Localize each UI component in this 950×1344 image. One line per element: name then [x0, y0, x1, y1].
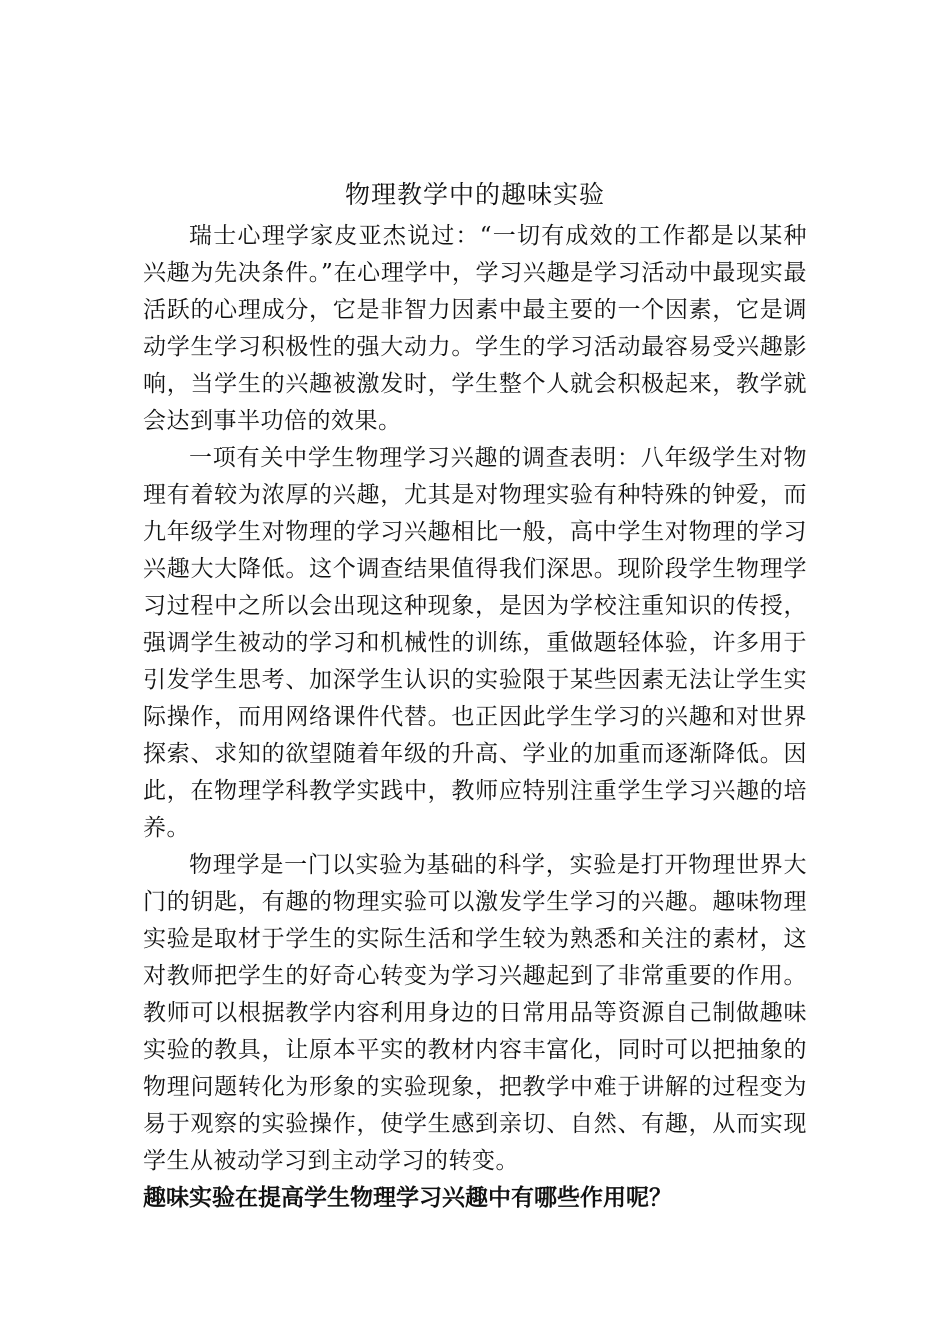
document-page: [143, 178, 807, 1217]
paragraph-1: 瑞士心理学家皮亚杰说过：“一切有成效的工作都是以某种兴趣为先决条件。”在心理学中，学习兴趣是学习活动中最现实最活跃的心理成分，它是非智力因素中最主要的一个因素，它是调动学生学习积极性的强大动力。学生的学习活动最容易受兴趣影响，当学生的兴趣被激发时，学生整个人就会积极起来，教学就会达到事半功倍的效果。: [143, 223, 807, 434]
paragraph-3: 物理学是一门以实验为基础的科学，实验是打开物理世界大门的钥匙，有趣的物理实验可以激发学生学习的兴趣。趣味物理实验是取材于学生的实际生活和学生较为熟悉和关注的素材，这对教师把学生的好奇心转变为学习兴趣起到了非常重要的作用。教师可以根据教学内容利用身边的日常用品等资源自己制做趣味实验的教具，让原本平实的教材内容丰富化，同时可以把抽象的物理问题转化为形象的实验现象，把教学中难于讲解的过程变为易于观察的实验操作，使学生感到亲切、自然、有趣，从而实现学生从被动学习到主动学习的转变。: [143, 852, 807, 1174]
section-question-heading: 趣味实验在提高学生物理学习兴趣中有哪些作用呢？: [143, 1185, 672, 1211]
document-title: 物理教学中的趣味实验: [344, 180, 605, 209]
paragraph-2: 一项有关中学生物理学习兴趣的调查表明：八年级学生对物理有着较为浓厚的兴趣，尤其是对物理实验有种特殊的钟爱，而九年级学生对物理的学习兴趣相比一般，高中学生对物理的学习兴趣大大降低。这个调查结果值得我们深思。现阶段学生物理学习过程中之所以会出现这种现象，是因为学校注重知识的传授，强调学生被动的学习和机械性的训练，重做题轻体验，许多用于引发学生思考、加深学生认识的实验限于某些因素无法让学生实际操作，而用网络课件代替。也正因此学生学习的兴趣和对世界探索、求知的欲望随着年级的升高、学业的加重而逐渐降低。因此，在物理学科教学实践中，教师应特别注重学生学习兴趣的培养。: [143, 445, 807, 841]
